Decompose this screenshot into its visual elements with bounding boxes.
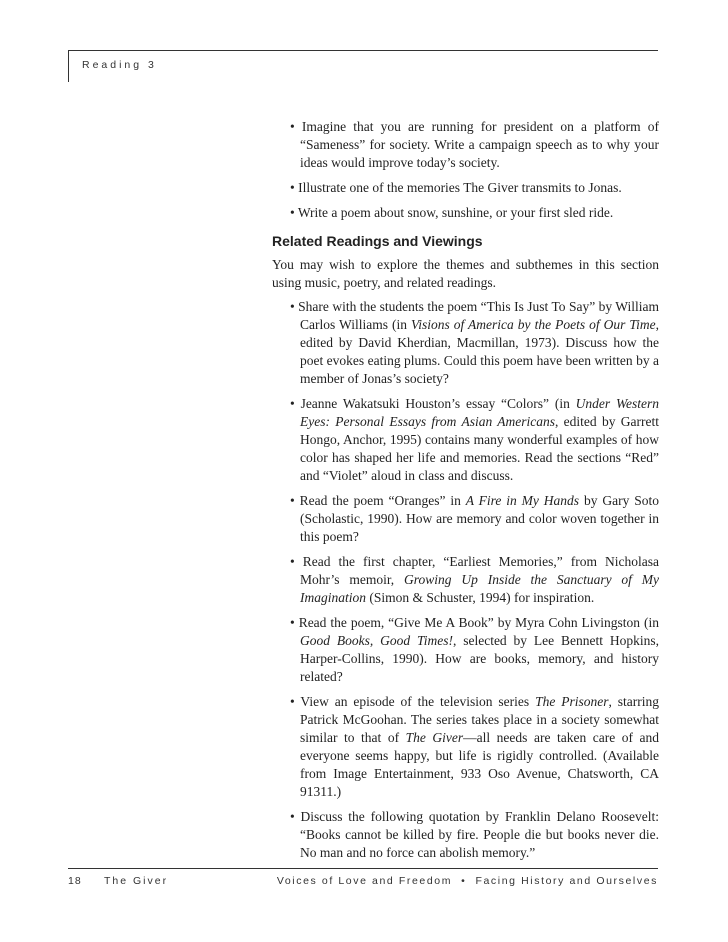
list-item: • Read the poem “Oranges” in A Fire in My Hands by Gary Soto (Scholastic, 1990). How are memory and color woven together in this poem?	[290, 493, 659, 544]
list-item: • Discuss the following quotation by Franklin Delano Roosevelt: “Books cannot be killed by fire. People die but books never die. No man and no force can abolish memory.”	[290, 809, 659, 860]
section-heading: Related Readings and Viewings	[272, 233, 483, 249]
list-item: • Write a poem about snow, sunshine, or your first sled ride.	[290, 205, 614, 220]
list-item: • Jeanne Wakatsuki Houston’s essay “Colors” (in Under Western Eyes: Personal Essays from Asian Americans, edited by Garrett Hongo, Anchor, 1995) contains many wonderful examples of how color has shaped her life and memories. Read the sections “Red” and “Violet” aloud in class and discuss.	[290, 396, 659, 483]
section-intro: You may wish to explore the themes and subthemes in this section using music, poetry, and related readings.	[272, 257, 659, 290]
list-item: • Read the poem, “Give Me A Book” by Myra Cohn Livingston (in Good Books, Good Times!, selected by Lee Bennett Hopkins, Harper-Collins, 1990). How are books, memory, and history related?	[290, 615, 659, 684]
list-item: • Illustrate one of the memories The Giver transmits to Jonas.	[290, 180, 622, 195]
footer-rule	[68, 868, 658, 869]
series-title: Voices of Love and Freedom • Facing History and Ourselves	[276, 875, 658, 887]
activity-list	[272, 118, 659, 222]
header-rule	[68, 50, 658, 51]
list-item: • Imagine that you are running for president on a platform of “Sameness” for society. Write a campaign speech as to why your ideas would improve today’s society.	[290, 119, 659, 170]
header-corner-line	[68, 50, 69, 82]
main-content	[272, 118, 659, 869]
header-label: Reading 3	[82, 59, 157, 71]
list-item: • Read the first chapter, “Earliest Memories,” from Nicholasa Mohr’s memoir, Growing Up Inside the Sanctuary of My Imagination (Simon & Schuster, 1994) for inspiration.	[290, 554, 659, 605]
page-number: 18	[68, 875, 82, 887]
list-item: • Share with the students the poem “This Is Just To Say” by William Carlos Williams (in Visions of America by the Poets of Our Time, edited by David Kherdian, Macmillan, 1973). Discuss how the poet evokes eating plums. Could this poem have been written by a member of Jonas’s society?	[290, 299, 660, 386]
list-item: • View an episode of the television series The Prisoner, starring Patrick McGoohan. The series takes place in a society somewhat similar to that of The Giver—all needs are taken care of and everyone seems happy, but life is rigidly controlled. (Available from Image Entertainment, 933 Oso Avenue, Chatsworth, CA 91311.)	[290, 694, 660, 799]
readings-list	[272, 298, 659, 862]
book-title: The Giver	[104, 875, 169, 887]
